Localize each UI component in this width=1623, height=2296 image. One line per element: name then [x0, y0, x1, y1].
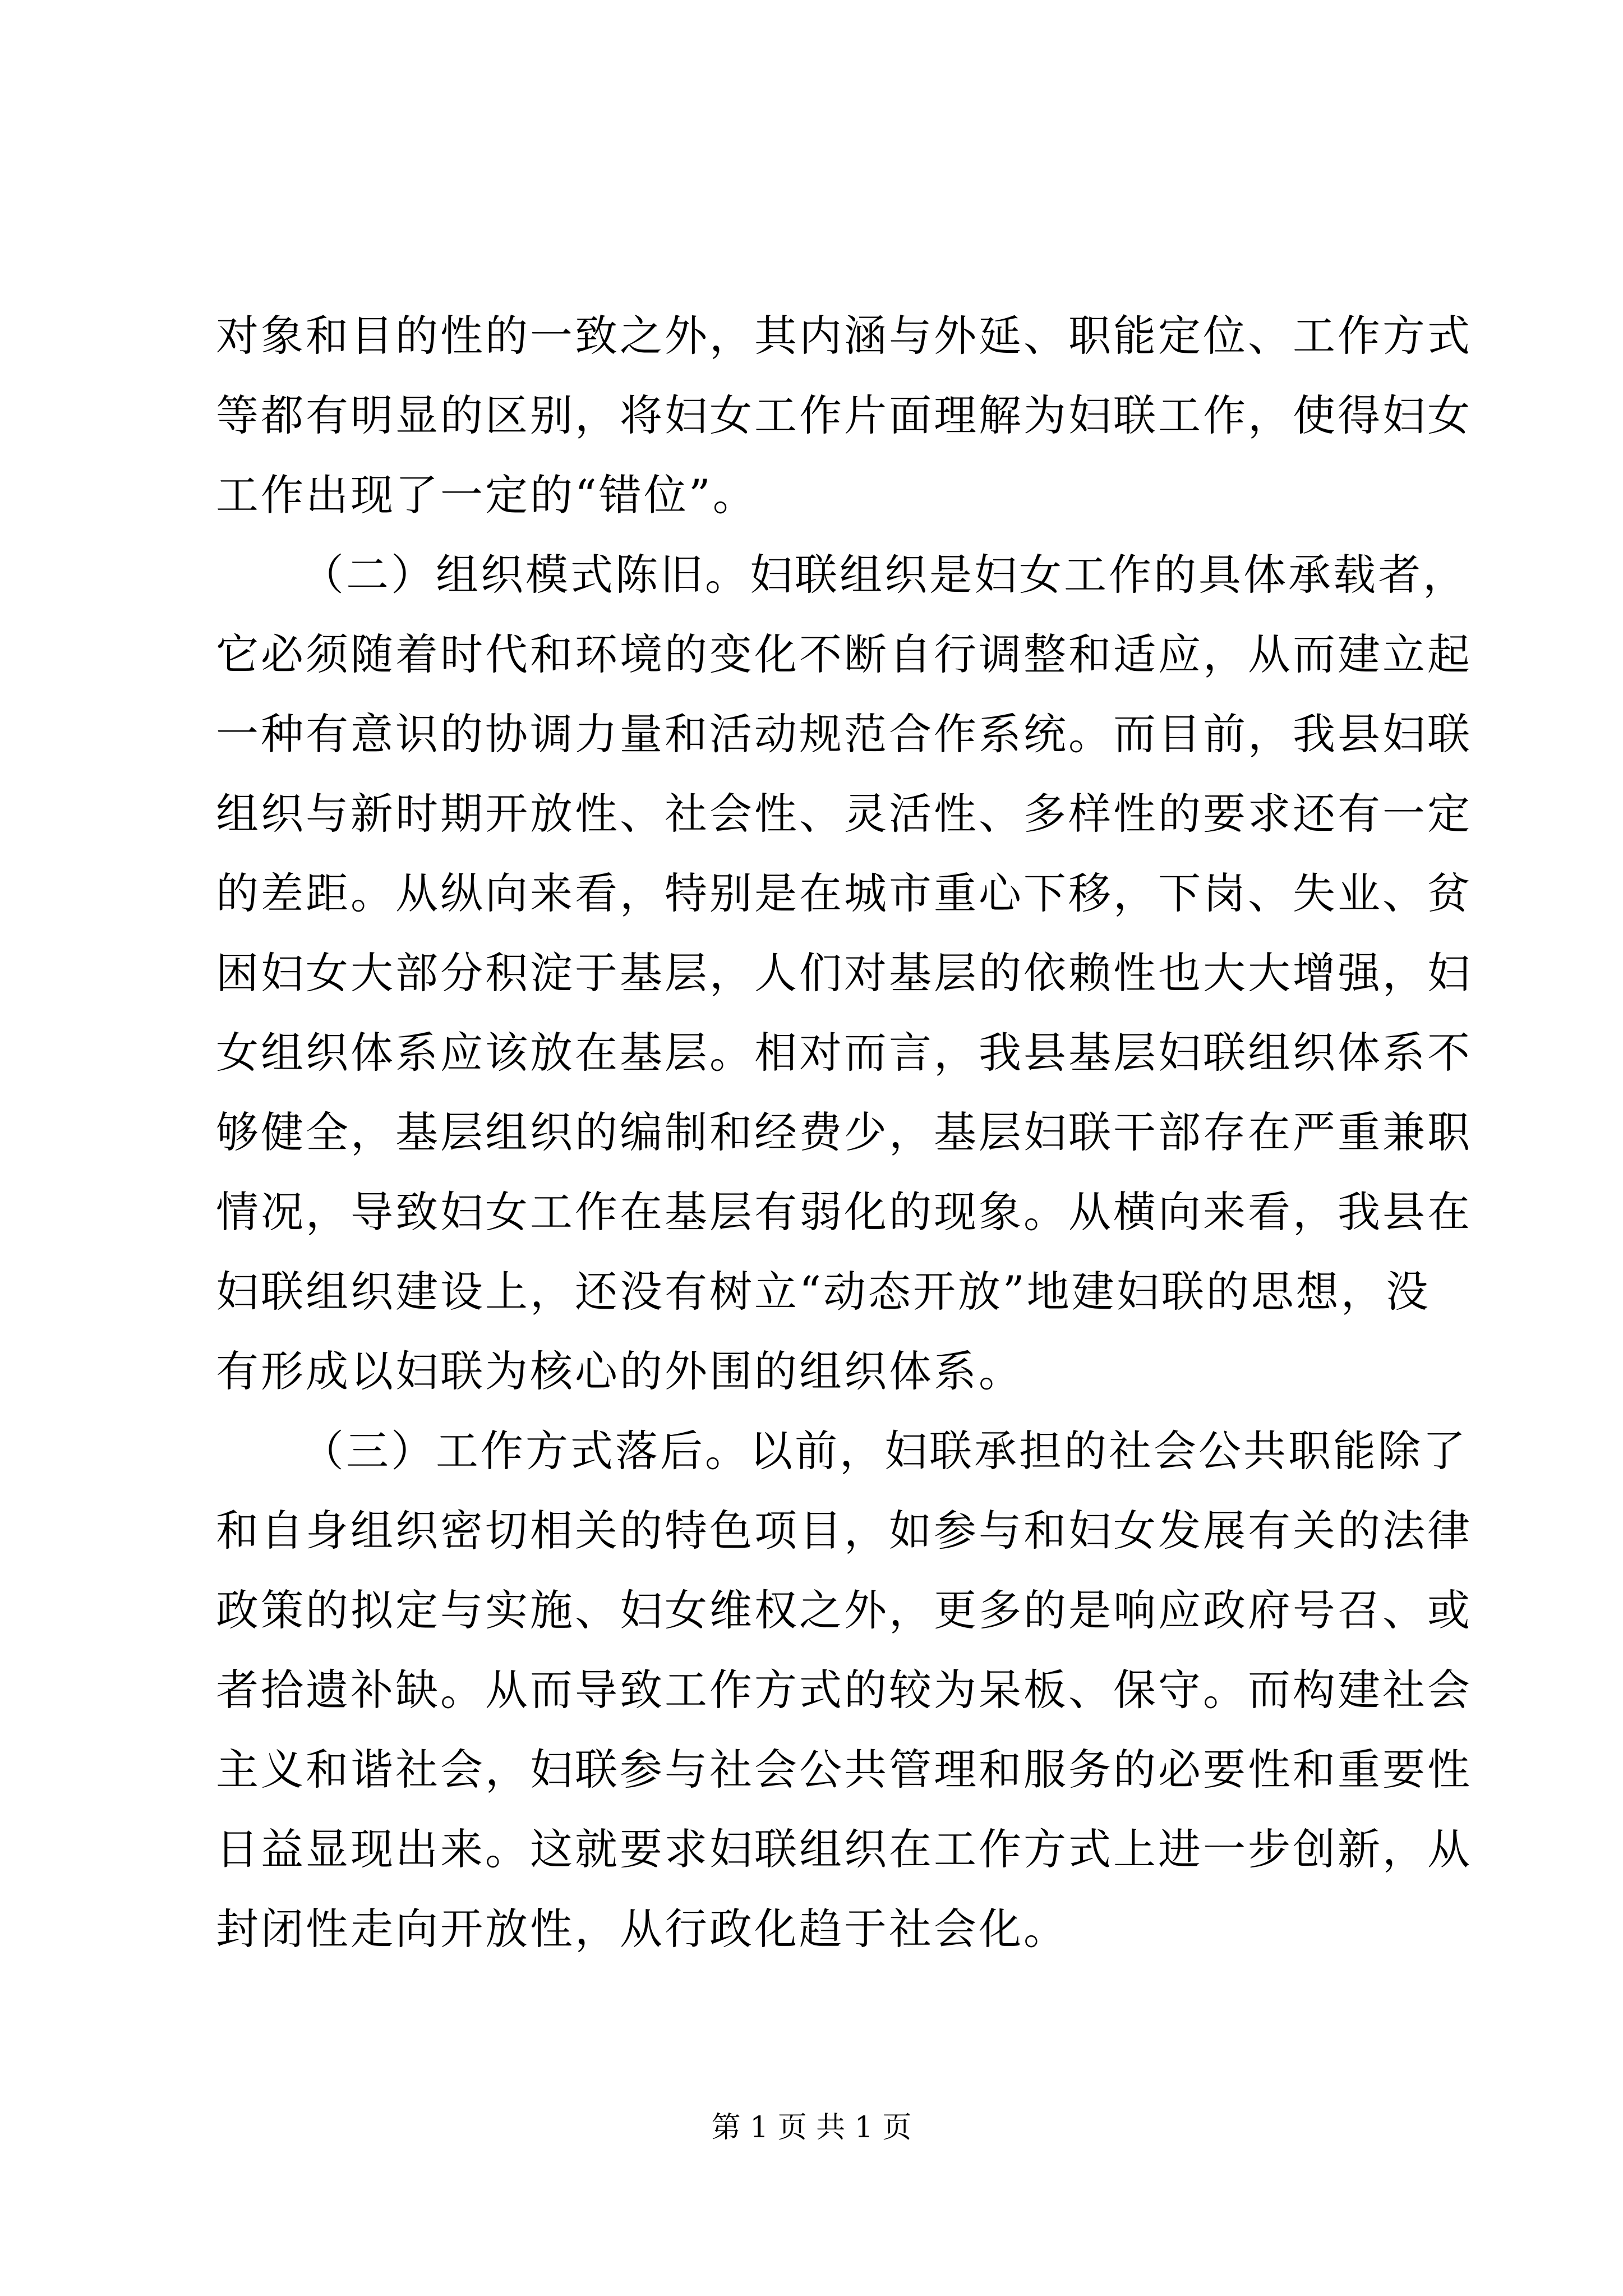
text-line: 日益显现出来。这就要求妇联组织在工作方式上进一步创新，从 — [216, 1824, 1472, 1874]
text-line: 封闭性走向开放性，从行政化趋于社会化。 — [216, 1904, 1068, 1954]
text-line: 困妇女大部分积淀于基层，人们对基层的依赖性也大大增强，妇 — [216, 948, 1472, 998]
text-line: 够健全，基层组织的编制和经费少，基层妇联干部存在严重兼职 — [216, 1107, 1472, 1157]
text-line: 工作出现了一定的“错位”。 — [216, 470, 758, 520]
text-line: 它必须随着时代和环境的变化不断自行调整和适应，从而建立起 — [216, 629, 1472, 679]
body-text — [216, 296, 1472, 1969]
text-line: 妇联组织建设上，还没有树立“动态开放”地建妇联的思想，没 — [216, 1267, 1431, 1317]
text-line: 等都有明显的区别，将妇女工作片面理解为妇联工作，使得妇女 — [216, 390, 1472, 440]
paragraph-heading-line: （三）工作方式落后。以前，妇联承担的社会公共职能除了 — [301, 1426, 1468, 1476]
text-line: 政策的拟定与实施、妇女维权之外，更多的是响应政府号召、或 — [216, 1585, 1472, 1635]
paragraph-heading-line: （二）组织模式陈旧。妇联组织是妇女工作的具体承载者， — [301, 550, 1468, 600]
text-line: 情况，导致妇女工作在基层有弱化的现象。从横向来看，我县在 — [216, 1187, 1472, 1237]
text-line: 组织与新时期开放性、社会性、灵活性、多样性的要求还有一定 — [216, 789, 1472, 839]
text-line: 和自身组织密切相关的特色项目，如参与和妇女发展有关的法律 — [216, 1506, 1472, 1556]
text-line: 主义和谐社会，妇联参与社会公共管理和服务的必要性和重要性 — [216, 1745, 1472, 1795]
page-number-label: 第 1 页 共 1 页 — [711, 2111, 912, 2145]
text-line: 对象和目的性的一致之外，其内涵与外延、职能定位、工作方式 — [216, 311, 1472, 361]
text-line: 一种有意识的协调力量和活动规范合作系统。而目前，我县妇联 — [216, 709, 1472, 759]
page-footer — [0, 2108, 1623, 2147]
text-line: 有形成以妇联为核心的外围的组织体系。 — [216, 1346, 1023, 1396]
text-line: 女组织体系应该放在基层。相对而言，我县基层妇联组织体系不 — [216, 1028, 1472, 1078]
text-line: 者拾遗补缺。从而导致工作方式的较为呆板、保守。而构建社会 — [216, 1665, 1472, 1715]
text-line: 的差距。从纵向来看，特别是在城市重心下移，下岗、失业、贫 — [216, 868, 1472, 918]
